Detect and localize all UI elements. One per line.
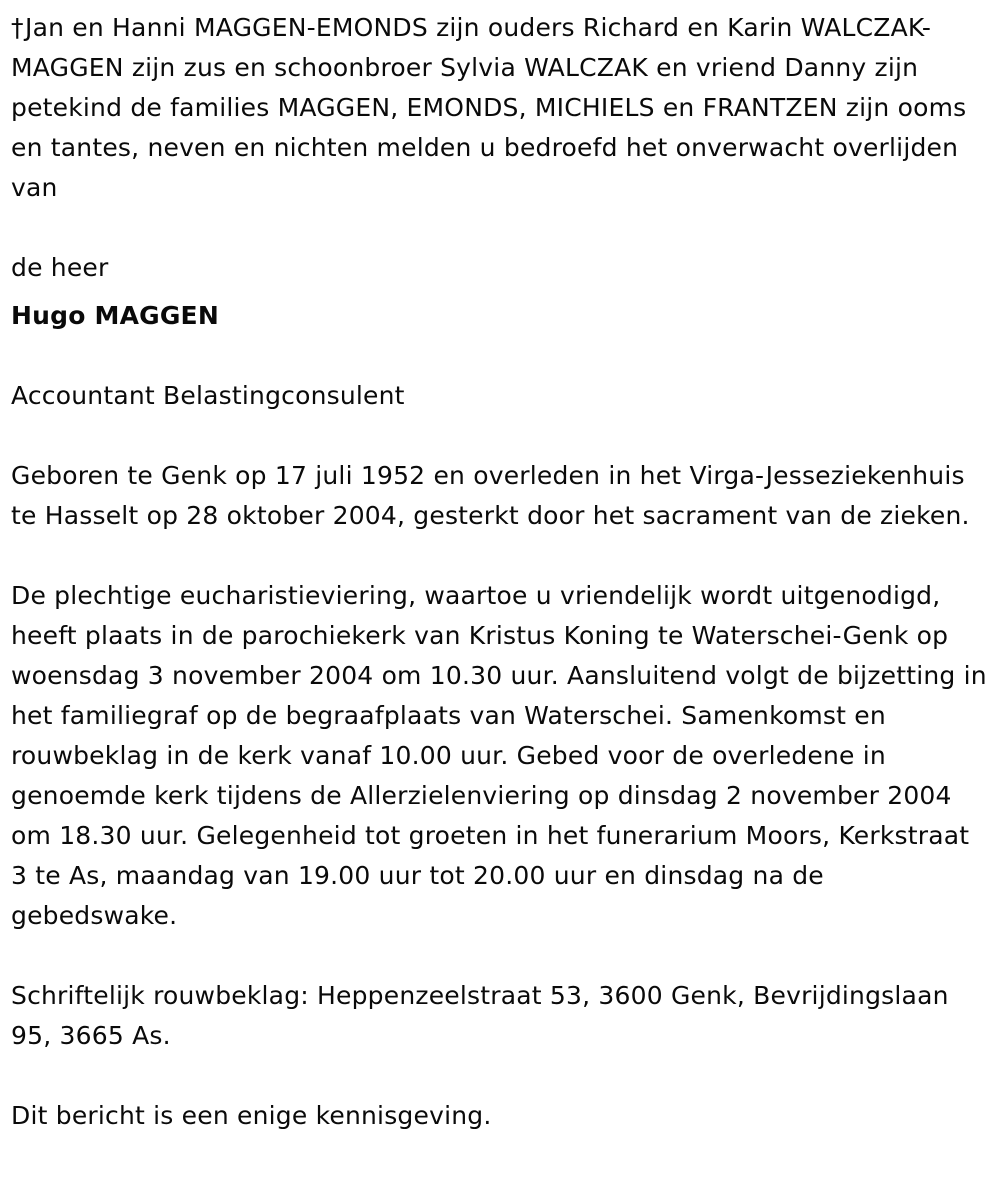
intro-paragraph [11, 8, 990, 208]
ceremony-paragraph: De plechtige eucharistieviering, waartoe u vriendelijk wordt uitgenodigd, heeft plaats in de parochiekerk van Kristus Koning te Waterschei-Genk op woensdag 3 november 2004 om 10.30 uur. Aansluitend volgt de bijzetting in het familiegraf op de begraafplaats van Waterschei. Samenkomst en rouwbeklag in de kerk vanaf 10.00 uur. Gebed voor de overledene in genoemde kerk tijdens de Allerzielenviering op dinsdag 2 november 2004 om 18.30 uur. Gelegenheid tot groeten in het funerarium Moors, Kerkstraat 3 te As, maandag van 19.00 uur tot 20.00 uur en dinsdag na de gebedswake. [11, 581, 987, 930]
intro-text: Jan en Hanni MAGGEN-EMONDS zijn ouders Richard en Karin WALCZAK-MAGGEN zijn zus en schoonbroer Sylvia WALCZAK en vriend Danny zijn petekind de families MAGGEN, EMONDS, MICHIELS en FRANTZEN zijn ooms en tantes, neven en nichten melden u bedroefd het onverwacht overlijden van [11, 13, 967, 202]
deceased-name: Hugo MAGGEN [11, 301, 219, 330]
birth-death-paragraph: Geboren te Genk op 17 juli 1952 en overleden in het Virga-Jesseziekenhuis te Hasselt op 28 oktober 2004, gesterkt door het sacrament van de zieken. [11, 461, 970, 530]
condolences-paragraph: Schriftelijk rouwbeklag: Heppenzeelstraat 53, 3600 Genk, Bevrijdingslaan 95, 3665 As. [11, 981, 949, 1050]
cross-icon: † [11, 13, 24, 42]
profession: Accountant Belastingconsulent [11, 381, 405, 410]
closing-line: Dit bericht is een enige kennisgeving. [11, 1101, 492, 1130]
salutation: de heer [11, 253, 109, 282]
